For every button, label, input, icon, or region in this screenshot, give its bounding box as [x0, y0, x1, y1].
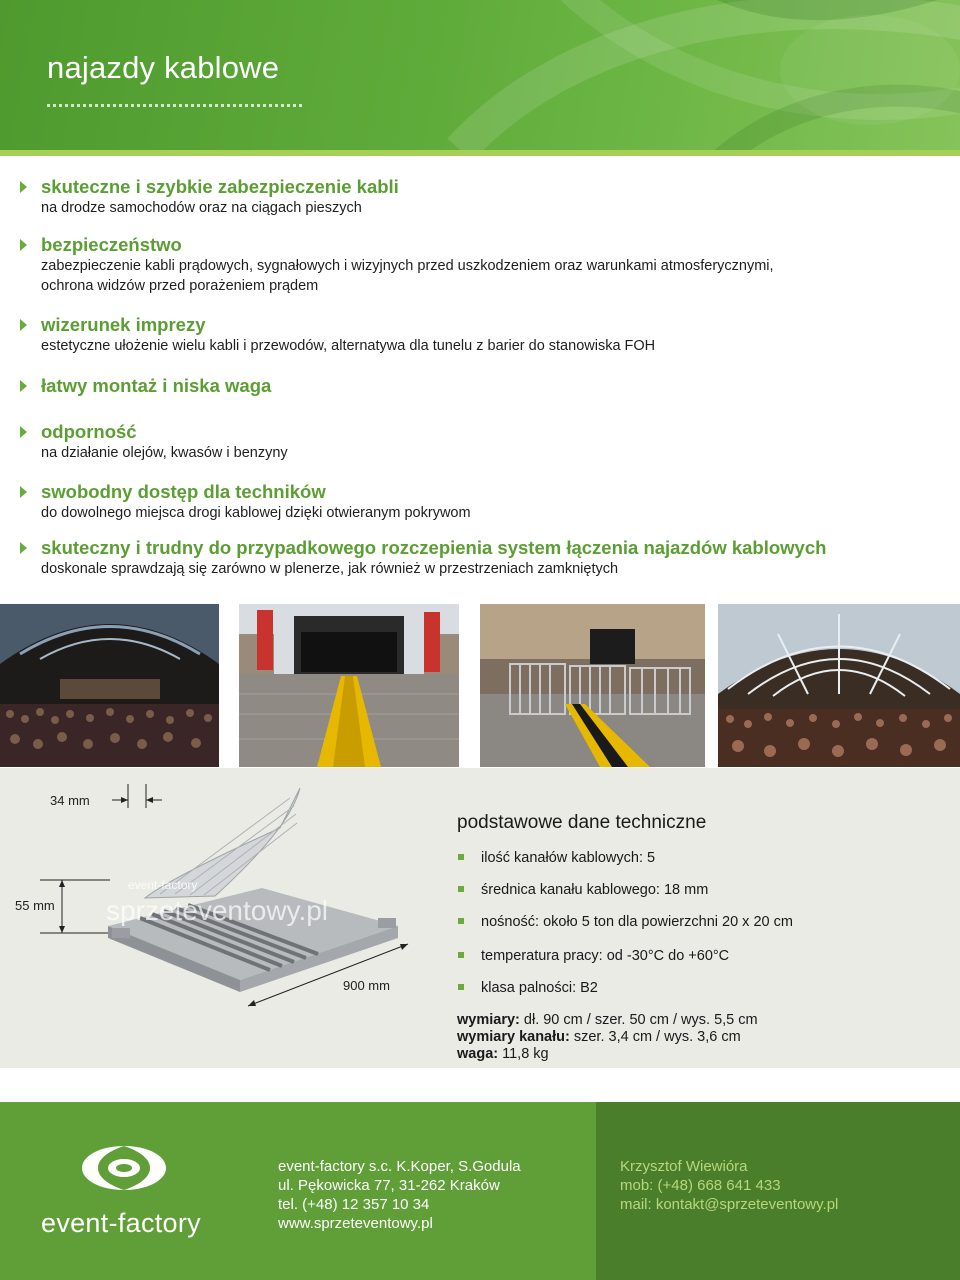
- event-factory-logo-icon: [78, 1136, 170, 1200]
- feature-item: [18, 314, 938, 375]
- dimension-label: waga:: [457, 1046, 499, 1062]
- photo-dome-hall: [0, 604, 219, 767]
- watermark-logo-small: event-factory: [128, 878, 198, 892]
- feature-desc: na drodze samochodów oraz na ciągach pieszych: [41, 200, 362, 216]
- feature-desc: do dowolnego miejsca drogi kablowej dzięki otwieranym pokrywom: [41, 505, 471, 521]
- feature-desc: estetyczne ułożenie wielu kabli i przewodów, alternatywa dla tunelu z barier do stanowiska FOH: [41, 338, 656, 354]
- dimension-label: wymiary:: [457, 1012, 520, 1028]
- caret-right-icon: [20, 380, 27, 392]
- feature-desc: doskonale sprawdzają się zarówno w plenerze, jak również w przestrzeniach zamkniętych: [41, 561, 619, 577]
- feature-title: łatwy montaż i niska waga: [41, 375, 272, 396]
- caret-right-icon: [20, 181, 27, 193]
- dimension-row: [457, 1029, 758, 1046]
- bullet-square-icon: [458, 854, 464, 860]
- address-line: event-factory s.c. K.Koper, S.Godula: [278, 1158, 521, 1175]
- dimension-row: [457, 1012, 758, 1029]
- spec-text: ilość kanałów kablowych: 5: [481, 850, 656, 866]
- feature-title: bezpieczeństwo: [41, 234, 182, 255]
- dimension-length-label: 900 mm: [343, 978, 390, 993]
- contact-person: [620, 1157, 838, 1214]
- spec-item: [457, 912, 793, 946]
- spec-item: [457, 880, 793, 912]
- watermark-text: sprzeteventowy.pl: [106, 895, 329, 926]
- caret-right-icon: [20, 542, 27, 554]
- dimensions-block: [457, 1012, 758, 1063]
- technical-section: [0, 768, 960, 1068]
- contact-name: Krzysztof Wiewióra: [620, 1158, 748, 1175]
- bullet-square-icon: [458, 952, 464, 958]
- dimension-label: wymiary kanału:: [457, 1029, 570, 1045]
- spec-text: temperatura pracy: od -30°C do +60°C: [481, 948, 730, 964]
- photo-glass-dome: [718, 604, 960, 767]
- company-address: [278, 1157, 521, 1233]
- bullet-square-icon: [458, 886, 464, 892]
- feature-title: swobodny dostęp dla techników: [41, 481, 326, 502]
- dimension-value: szer. 3,4 cm / wys. 3,6 cm: [569, 1029, 741, 1045]
- dimension-value: 11,8 kg: [498, 1046, 549, 1062]
- caret-right-icon: [20, 426, 27, 438]
- website-link[interactable]: www.sprzeteventowy.pl: [278, 1215, 433, 1232]
- dimension-width-label: 34 mm: [50, 793, 90, 808]
- feature-desc: zabezpieczenie kabli prądowych, sygnałowych i wizyjnych przed uszkodzeniem oraz warunkami atmosferycznymi,: [41, 258, 774, 274]
- feature-item: [18, 176, 938, 234]
- feature-title: wizerunek imprezy: [41, 314, 206, 335]
- feature-desc: na działanie olejów, kwasów i benzyny: [41, 445, 288, 461]
- contact-mobile: mob: (+48) 668 641 433: [620, 1177, 781, 1194]
- photo-strip: [0, 604, 960, 767]
- page-header: [0, 0, 960, 150]
- phone-text: tel. (+48) 12 357 10 34: [278, 1196, 430, 1213]
- logo-wordmark: event-factory: [41, 1208, 201, 1238]
- caret-right-icon: [20, 486, 27, 498]
- spec-item: [457, 946, 793, 978]
- feature-list: [18, 176, 938, 585]
- feature-item: [18, 421, 938, 481]
- feature-title: odporność: [41, 421, 137, 442]
- photo-barriers-ramp: [480, 604, 705, 767]
- spec-list: [457, 848, 793, 1010]
- decorative-swirl-graphic: [400, 0, 960, 150]
- feature-item: [18, 537, 938, 585]
- spec-item: [457, 978, 793, 1010]
- feature-title: skuteczny i trudny do przypadkowego rozczepienia system łączenia najazdów kablowych: [41, 537, 827, 558]
- spec-item: [457, 848, 793, 880]
- page-title: najazdy kablowe: [47, 50, 280, 85]
- bullet-square-icon: [458, 918, 464, 924]
- tech-title: podstawowe dane techniczne: [457, 812, 707, 833]
- feature-item: [18, 234, 938, 314]
- header-stripe: [0, 150, 960, 156]
- dimension-height-label: 55 mm: [15, 898, 55, 913]
- dimension-value: dł. 90 cm / szer. 50 cm / wys. 5,5 cm: [519, 1012, 758, 1028]
- feature-desc: ochrona widzów przed porażeniem prądem: [41, 278, 319, 294]
- caret-right-icon: [20, 319, 27, 331]
- feature-title: skuteczne i szybkie zabezpieczenie kabli: [41, 176, 399, 197]
- caret-right-icon: [20, 239, 27, 251]
- ramp-technical-drawing: [0, 768, 440, 1068]
- dotted-divider: [47, 104, 302, 107]
- bullet-square-icon: [458, 984, 464, 990]
- dimension-row: [457, 1046, 758, 1063]
- contact-email-link[interactable]: mail: kontakt@sprzeteventowy.pl: [620, 1196, 839, 1213]
- spec-text: średnica kanału kablowego: 18 mm: [481, 882, 709, 898]
- spec-text: nośność: około 5 ton dla powierzchni 20 x 20 cm: [481, 914, 793, 930]
- address-line: ul. Pękowicka 77, 31-262 Kraków: [278, 1177, 500, 1194]
- feature-item: [18, 375, 938, 421]
- spec-text: klasa palności: B2: [481, 980, 598, 996]
- photo-outdoor-stage: [239, 604, 459, 767]
- feature-item: [18, 481, 938, 537]
